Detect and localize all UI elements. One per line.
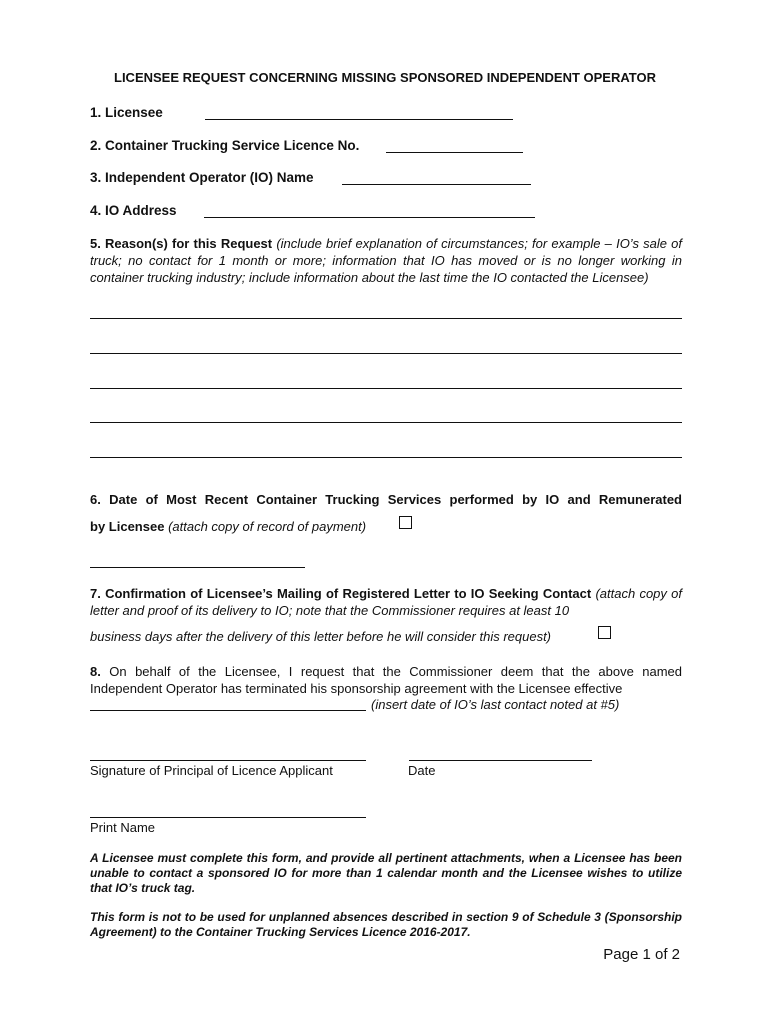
usage-note: This form is not to be used for unplanned absences described in section 9 of Schedule 3 (Sponsorship Agreement) to the Container Trucking Services Licence 2016-2017. xyxy=(90,910,682,939)
recent-services-date-field[interactable] xyxy=(90,567,305,568)
licensee-field[interactable] xyxy=(205,119,513,120)
payment-record-note: (attach copy of record of payment) xyxy=(168,519,367,534)
registered-letter-heading: 7. Confirmation of Licensee’s Mailing of Registered Letter to IO Seeking Contact xyxy=(90,586,592,601)
recent-services-heading: 6. Date of Most Recent Container Trucking Services performed by IO and Remunerated xyxy=(90,492,682,507)
request-statement xyxy=(90,663,682,697)
recent-services-line2 xyxy=(90,518,366,535)
licensee-label: 1. Licensee xyxy=(90,105,163,120)
reason-line-5[interactable] xyxy=(90,457,682,458)
date-line[interactable] xyxy=(409,760,592,761)
effective-date-note: (insert date of IO’s last contact noted at #5) xyxy=(371,697,620,712)
effective-date-field[interactable] xyxy=(90,710,366,711)
io-address-label: 4. IO Address xyxy=(90,203,177,218)
payment-record-checkbox[interactable] xyxy=(399,516,412,529)
licence-no-field[interactable] xyxy=(386,152,523,153)
by-licensee-text: by Licensee xyxy=(90,519,165,534)
registered-letter-instructions-2: business days after the delivery of this letter before he will consider this request) xyxy=(90,629,552,644)
io-name-label: 3. Independent Operator (IO) Name xyxy=(90,170,314,185)
print-name-line[interactable] xyxy=(90,817,366,818)
print-name-label: Print Name xyxy=(90,820,156,835)
registered-letter-checkbox[interactable] xyxy=(598,626,611,639)
reason-instructions: (include brief explanation of circumstances; for example – IO’s sale of truck; no contact for 1 month or more; information that IO has moved or is no longer working in container trucking industry; include information about the last time the IO contacted the Licensee) xyxy=(90,236,682,285)
date-label: Date xyxy=(408,763,436,778)
completion-note: A Licensee must complete this form, and provide all pertinent attachments, when a Licensee has been unable to contact a sponsored IO for more than 1 calendar month and the Licensee wishes to utilize that IO’s truck tag. xyxy=(90,851,682,895)
registered-letter-instructions: (attach copy of letter and proof of its delivery to IO; note that the Commissioner requires at least 10 xyxy=(90,586,682,618)
request-statement-text: On behalf of the Licensee, I request that the Commissioner deem that the above named Independent Operator has terminated his sponsorship agreement with the Licensee effective xyxy=(90,664,682,696)
reason-line-3[interactable] xyxy=(90,388,682,389)
io-address-field[interactable] xyxy=(204,217,535,218)
section8-number: 8. xyxy=(90,664,101,679)
reason-line-2[interactable] xyxy=(90,353,682,354)
reason-heading: 5. Reason(s) for this Request xyxy=(90,236,273,251)
reason-section xyxy=(90,235,682,286)
page-number: Page 1 of 2 xyxy=(603,946,680,963)
signature-line[interactable] xyxy=(90,760,366,761)
page-title: LICENSEE REQUEST CONCERNING MISSING SPONSORED INDEPENDENT OPERATOR xyxy=(114,70,656,85)
reason-line-1[interactable] xyxy=(90,318,682,319)
registered-letter-section xyxy=(90,585,682,619)
io-name-field[interactable] xyxy=(342,184,531,185)
licence-no-label: 2. Container Trucking Service Licence No. xyxy=(90,138,360,153)
reason-line-4[interactable] xyxy=(90,422,682,423)
signature-label: Signature of Principal of Licence Applicant xyxy=(90,763,333,778)
